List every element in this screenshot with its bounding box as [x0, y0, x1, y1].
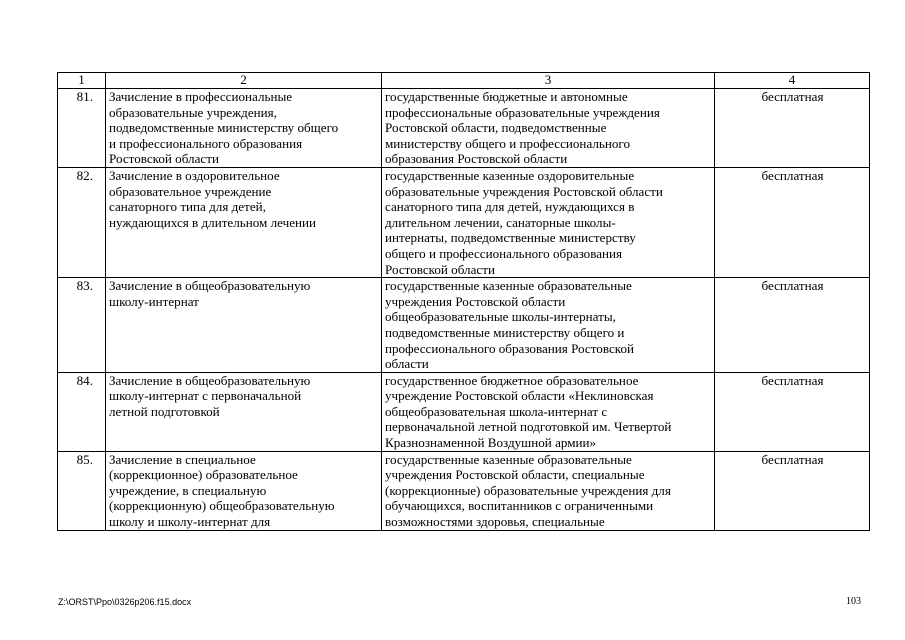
row-number: 81. [58, 89, 106, 168]
price-cell: бесплатная [715, 372, 870, 451]
service-name-cell [106, 167, 382, 277]
services-table [57, 72, 870, 531]
service-name-cell [106, 89, 382, 168]
institution-text: государственное бюджетное образовательное учреждение Ростовской области «Неклиновская общеобразовательная школа-интернат с первоначальной летной подготовкой им. Четвертой Кразнознаменной Воздушной армии» [385, 372, 672, 451]
table-row [58, 372, 870, 451]
service-name: Зачисление в специальное (коррекционное) образовательное учреждение, в специальную (коррекционную) общеобразовательную школу и школу-интернат для [109, 451, 335, 530]
footer-file-path: Z:\ORST\Ppo\0326p206.f15.docx [58, 597, 192, 607]
footer-page-number: 103 [846, 596, 861, 607]
table-row [58, 167, 870, 277]
institution-cell [382, 372, 715, 451]
table-row [58, 451, 870, 530]
row-number: 84. [58, 372, 106, 451]
price-cell: бесплатная [715, 89, 870, 168]
institution-text: государственные казенные образовательные учреждения Ростовской области, специальные (коррекционные) образовательные учреждения для обучающихся, воспитанников с ограниченными возможностями здоровья, специальные [385, 451, 671, 530]
service-name: Зачисление в оздоровительное образовательное учреждение санаторного типа для детей, нуждающихся в длительном лечении [109, 167, 317, 230]
column-header-1: 1 [58, 73, 106, 89]
institution-cell [382, 451, 715, 530]
price-cell: бесплатная [715, 167, 870, 277]
table-row [58, 278, 870, 373]
service-name: Зачисление в общеобразовательную школу-интернат [109, 278, 311, 309]
row-number: 85. [58, 451, 106, 530]
institution-text: государственные казенные образовательные учреждения Ростовской области общеобразовательные школы-интернаты, подведомственные министерству общего и профессионального образования Ростовской области [385, 278, 635, 372]
column-header-4: 4 [715, 73, 870, 89]
service-name-cell [106, 451, 382, 530]
service-name: Зачисление в общеобразовательную школу-интернат с первоначальной летной подготовкой [109, 372, 311, 419]
institution-cell [382, 278, 715, 373]
price-cell: бесплатная [715, 451, 870, 530]
service-name-cell [106, 278, 382, 373]
service-name-cell [106, 372, 382, 451]
institution-cell [382, 167, 715, 277]
row-number: 82. [58, 167, 106, 277]
service-name: Зачисление в профессиональные образовательные учреждения, подведомственные министерству общего и профессионального образования Ростовской области [109, 89, 339, 167]
row-number: 83. [58, 278, 106, 373]
table-row [58, 89, 870, 168]
institution-text: государственные бюджетные и автономные профессиональные образовательные учреждения Ростовской области, подведомственные министерству общего и профессионального образования Ростовской области [385, 89, 660, 167]
institution-cell [382, 89, 715, 168]
column-header-2: 2 [106, 73, 382, 89]
table-header-row [58, 73, 870, 89]
column-header-3: 3 [382, 73, 715, 89]
institution-text: государственные казенные оздоровительные образовательные учреждения Ростовской области санаторного типа для детей, нуждающихся в длительном лечении, санаторные школы- интернаты, подведомственные министерству общего и профессионального образования Ростовской области [385, 167, 663, 277]
price-cell: бесплатная [715, 278, 870, 373]
